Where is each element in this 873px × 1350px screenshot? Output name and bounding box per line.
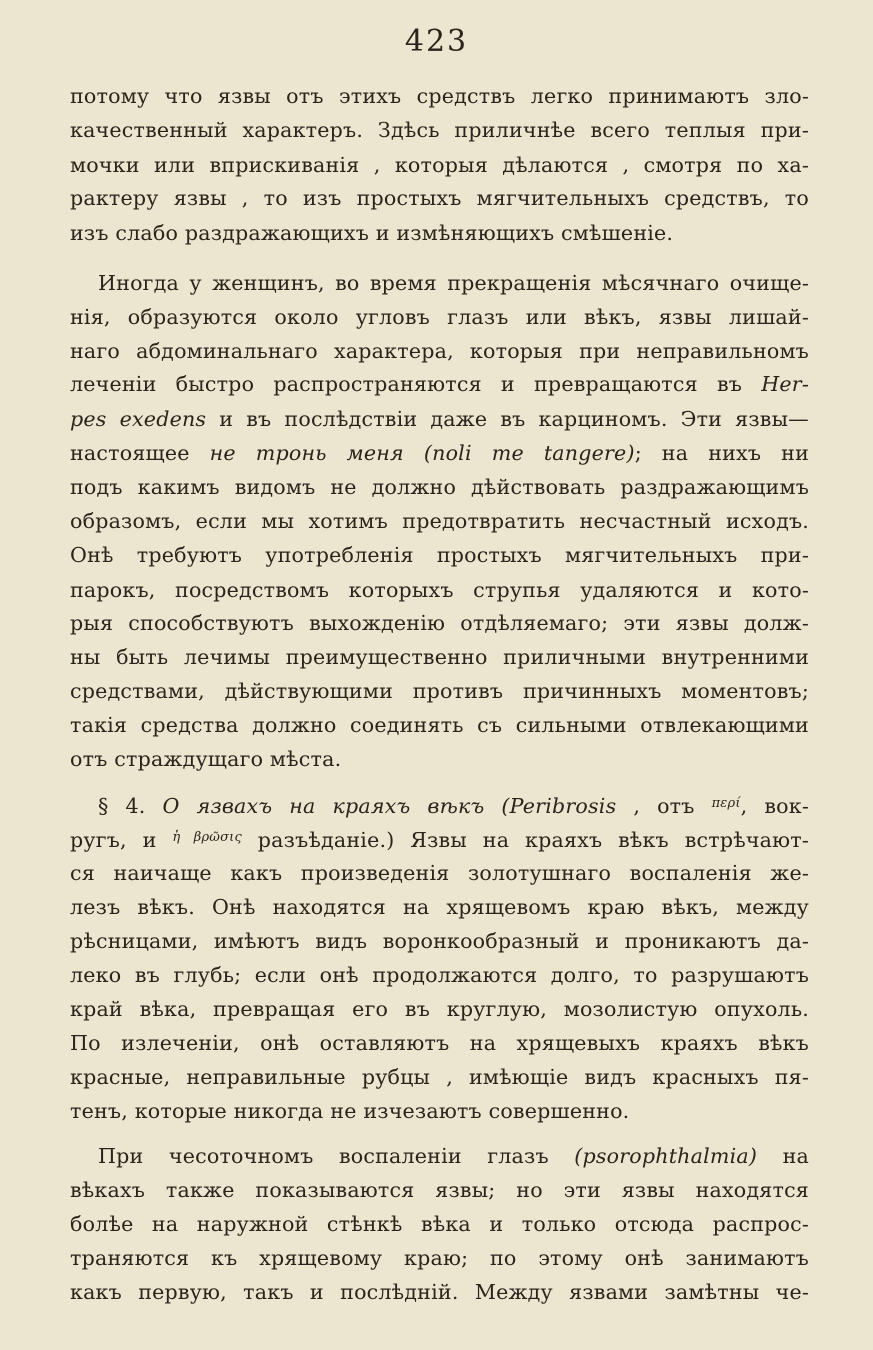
text-line: pes exedens и въ послѣдствіи даже въ карциномъ. Эти язвы— <box>70 407 809 431</box>
text-line: красные, неправильные рубцы , имѣющіе видъ красныхъ пя- <box>70 1065 809 1089</box>
text-line: Онѣ требуютъ употребленія простыхъ мягчительныхъ при- <box>70 543 809 567</box>
text-line: отъ страждущаго мѣста. <box>70 747 342 771</box>
text-line: траняются къ хрящевому краю; по этому онѣ занимаютъ <box>70 1246 809 1270</box>
text-line: лезъ вѣкъ. Онѣ находятся на хрящевомъ краю вѣкъ, между <box>70 895 809 919</box>
text-line: рѣсницами, имѣютъ видъ воронкообразный и проникаютъ да- <box>70 929 809 953</box>
text-line: образомъ, если мы хотимъ предотвратить несчастный исходъ. <box>70 509 809 533</box>
text-line: изъ слабо раздражающихъ и измѣняющихъ смѣшеніе. <box>70 221 674 245</box>
text-line: потому что язвы отъ этихъ средствъ легко принимаютъ зло- <box>70 84 809 108</box>
text-line: рыя способствуютъ выхожденію отдѣляемаго; эти язвы долж- <box>70 611 809 635</box>
text-line: вѣкахъ также показываются язвы; но эти язвы находятся <box>70 1178 809 1202</box>
text-line: ругъ, и $^{ἡ \beta\rho ῶ\sigma\iota\varsigma}$ разъѣданіе.) Язвы на краяхъ вѣкъ встрѣчают- <box>70 828 809 852</box>
text-line: край вѣка, превращая его въ круглую, мозолистую опухоль. <box>70 997 809 1021</box>
text-line: парокъ, посредствомъ которыхъ струпья удаляются и кото- <box>70 578 809 602</box>
text-line: подъ какимъ видомъ не должно дѣйствовать раздражающимъ <box>70 475 809 499</box>
text-line: тенъ, которые никогда не изчезаютъ совершенно. <box>70 1099 630 1123</box>
text-line: При чесоточномъ воспаленіи глазъ (psorophthalmia) на <box>98 1144 809 1168</box>
text-line: такія средства должно соединять съ сильными отвлекающими <box>70 713 809 737</box>
section-heading-line: § 4. О язвахъ на краяхъ вѣкъ (Peribrosis , отъ $^{\pi\varepsilon\rho ί}$, вок- <box>98 794 809 818</box>
text-line: мочки или вприскиванія , которыя дѣлаются , смотря по ха- <box>70 153 809 177</box>
text-line: леченіи быстро распространяются и превращаются въ Her- <box>70 372 809 396</box>
text-line: настоящее не тронь меня (noli me tangere); на нихъ ни <box>70 441 809 465</box>
text-line: болѣе на наружной стѣнкѣ вѣка и только отсюда распрос- <box>70 1212 809 1236</box>
text-line: По излеченіи, онѣ оставляютъ на хрящевыхъ краяхъ вѣкъ <box>70 1031 809 1055</box>
text-line: Иногда у женщинъ, во время прекращенія мѣсячнаго очище- <box>98 271 809 295</box>
text-line: наго абдоминальнаго характера, которыя при неправильномъ <box>70 339 809 363</box>
text-line: ся наичаще какъ произведенія золотушнаго воспаленія же- <box>70 861 809 885</box>
text-line: рактеру язвы , то изъ простыхъ мягчительныхъ средствъ, то <box>70 186 809 210</box>
text-line: леко въ глубь; если онѣ продолжаются долго, то разрушаютъ <box>70 963 809 987</box>
page-number: 423 <box>404 24 469 59</box>
text-line: ны быть лечимы преимущественно приличными внутренними <box>70 645 809 669</box>
text-line: средствами, дѣйствующими противъ причинныхъ моментовъ; <box>70 679 809 703</box>
text-line: нія, образуются около угловъ глазъ или вѣкъ, язвы лишай- <box>70 305 809 329</box>
text-line: какъ первую, такъ и послѣдній. Между язвами замѣтны че- <box>70 1280 809 1304</box>
text-line: качественный характеръ. Здѣсь приличнѣе всего теплыя при- <box>70 118 809 142</box>
